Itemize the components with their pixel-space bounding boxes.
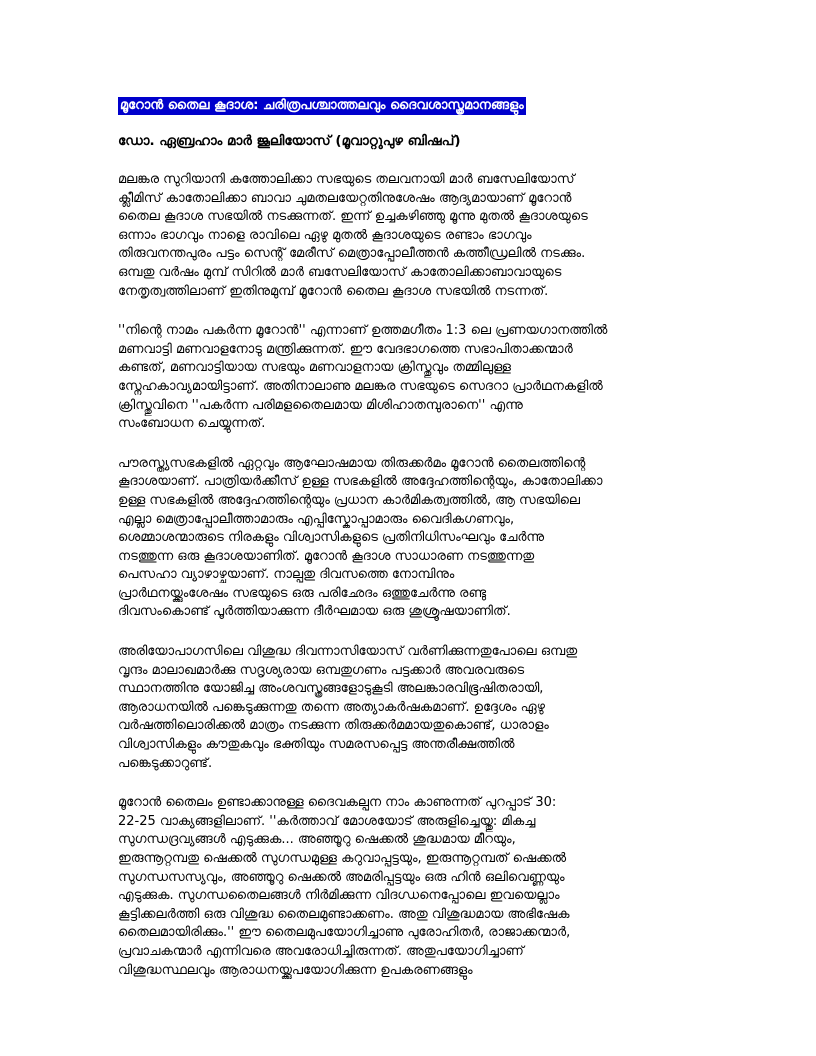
text-line: സുഗന്ധദ്രവ്യങ്ങൾ എടുക്കുക... അഞ്ഞൂറു ഷെക്കൽ ശുദ്ധമായ മീറയും, <box>118 832 516 848</box>
text-line: സംബോധന ചെയ്യുന്നത്. <box>118 416 266 432</box>
paragraph <box>118 322 703 434</box>
paragraph <box>118 455 703 622</box>
text-line: എടുക്കുക. സുഗന്ധതൈലങ്ങൾ നിർമിക്കുന്ന വിദഗ്ധനെപ്പോലെ ഇവയെല്ലാം <box>118 888 560 904</box>
text-line: ആരാധനയിൽ പങ്കെടുക്കുന്നതു തന്നെ അത്യാകർഷകമാണ്. ഉദ്ദേശം ഏഴു <box>118 699 545 715</box>
document-page <box>118 94 703 980</box>
text-line: നടത്തുന്ന ഒരു കൂദാശയാണിത്. മൂറോൻ കൂദാശ സാധാരണ നടത്തുന്നതു <box>118 548 535 564</box>
text-line: ക്ലീമിസ് കാതോലിക്കാ ബാവാ ചുമതലയേറ്റതിനുശേഷം ആദ്യമായാണ് മൂറോൻ <box>118 190 572 206</box>
text-line: എല്ലാ മെത്രാപ്പോലീത്താമാരും എപ്പിസ്കോപ്പാമാരും വൈദികഗണവും, <box>118 511 515 527</box>
text-line: മൂറോൻ തൈലം ഉണ്ടാക്കാനുള്ള ദൈവകല്പന നാം കാണുന്നത് പുറപ്പാട് 30: <box>118 795 557 811</box>
text-line: വിശുദ്ധസ്ഥലവും ആരാധനയ്ക്കുപയോഗിക്കുന്ന ഉപകരണങ്ങളും <box>118 962 473 978</box>
text-line: ഒമ്പതു വർഷം മുമ്പ് സിറിൽ മാർ ബസേലിയോസ് കാതോലിക്കാബാവായുടെ <box>118 264 562 280</box>
text-line: തൈലമായിരിക്കും.'' ഈ തൈലമുപയോഗിച്ചാണു പുരോഹിതർ, രാജാക്കന്മാർ, <box>118 925 571 941</box>
text-line: നേതൃത്വത്തിലാണ് ഇതിനുമുമ്പ് മൂറോൻ തൈല കൂദാശ സഭയിൽ നടന്നത്. <box>118 283 549 299</box>
paragraph <box>118 171 703 301</box>
text-line: കണ്ടത്, മണവാട്ടിയായ സഭയും മണവാളനായ ക്രിസ്തുവും തമ്മിലുള്ള <box>118 360 511 376</box>
article-body <box>118 171 703 980</box>
text-line: തിരുവനന്തപുരം പട്ടം സെന്റ് മേരീസ് മെത്രാപ്പോലീത്തൻ കത്തീഡ്രലിൽ നടക്കും. <box>118 246 586 262</box>
text-line: കൂദാശയാണ്. പാത്രിയർക്കീസ് ഉള്ള സഭകളിൽ അദ്ദേഹത്തിന്റെയും, കാതോലിക്കാ <box>118 474 603 490</box>
text-line: മണവാട്ടി മണവാളനോടു മന്ത്രിക്കുന്നത്. ഈ വേദഭാഗത്തെ സഭാപിതാക്കന്മാർ <box>118 341 573 357</box>
text-line: ''നിന്റെ നാമം പകർന്ന മൂറോൻ'' എന്നാണ് ഉത്തമഗീതം 1:3 ലെ പ്രണയഗാനത്തിൽ <box>118 323 608 339</box>
text-line: ക്രിസ്തുവിനെ ''പകർന്ന പരിമളതൈലമായ മിശിഹാതമ്പുരാനെ'' എന്നു <box>118 397 523 413</box>
text-line: തൈല കൂദാശ സഭയിൽ നടക്കുന്നത്. ഇന്ന് ഉച്ചകഴിഞ്ഞു മൂന്നു മുതൽ കൂദാശയുടെ <box>118 209 588 225</box>
paragraph <box>118 794 703 980</box>
text-line: സ്ഥാനത്തിനു യോജിച്ച അംശവസ്ത്രങ്ങളോടുകൂടി അലങ്കാരവിഭൂഷിതരായി, <box>118 681 544 697</box>
text-line: ഇരുന്നൂറ്റമ്പതു ഷെക്കൽ സുഗന്ധമുള്ള കറുവാപ്പട്ടയും, ഇരുന്നൂറ്റമ്പത് ഷെക്കൽ <box>118 851 567 866</box>
text-line: ദിവസംകൊണ്ട് പൂർത്തിയാക്കുന്ന ദീർഘമായ ഒരു ശുശ്രൂഷയാണിത്. <box>118 604 511 620</box>
text-line: പെസഹാ വ്യാഴാഴ്ചയാണ്. നാല്പതു ദിവസത്തെ നോമ്പിനും <box>118 567 455 583</box>
text-line: മലങ്കര സുറിയാനി കത്തോലിക്കാ സഭയുടെ തലവനായി മാർ ബസേലിയോസ് <box>118 172 575 187</box>
text-line: ഉള്ള സഭകളിൽ അദ്ദേഹത്തിന്റെയും പ്രധാന കാർമികത്വത്തിൽ, ആ സഭയിലെ <box>118 492 581 508</box>
text-line: വിശ്വാസികളും കൗതുകവും ഭക്തിയും സമരസപ്പെട്ട അന്തരീക്ഷത്തിൽ <box>118 737 515 753</box>
article-author: ഡോ. ഏബ്രഹാം മാർ ജൂലിയോസ് (മൂവാറ്റുപുഴ ബിഷപ്) <box>118 133 461 149</box>
text-line: പ്രവാചകന്മാർ എന്നിവരെ അവരോധിച്ചിരുന്നത്. അതുപയോഗിച്ചാണ് <box>118 943 524 959</box>
paragraph <box>118 643 703 773</box>
text-line: ശെമ്മാശന്മാരുടെ നിരകളും വിശ്വാസികളുടെ പ്രതിനിധിസംഘവും ചേർന്നു <box>118 530 545 546</box>
text-line: 22-25 വാക്യങ്ങളിലാണ്. ''കർത്താവ് മോശയോട് അരുളിച്ചെയ്തു: മികച്ച <box>118 813 536 829</box>
article-title: മൂറോൻ തൈല കൂദാശ: ചരിത്രപശ്ചാത്തലവും ദൈവശാസ്ത്രമാനങ്ങളും <box>120 98 524 113</box>
text-line: ഒന്നാം ഭാഗവും നാളെ രാവിലെ ഏഴു മുതൽ കൂദാശയുടെ രണ്ടാം ഭാഗവും <box>118 227 532 243</box>
text-line: വർഷത്തിലൊരിക്കൽ മാത്രം നടക്കുന്ന തിരുക്കർമമായതുകൊണ്ട്, ധാരാളം <box>118 718 549 734</box>
text-line: പങ്കെടുക്കാറുണ്ട്. <box>118 755 213 771</box>
text-line: കൂട്ടിക്കലർത്തി ഒരു വിശുദ്ധ തൈലമുണ്ടാക്കണം. അതു വിശുദ്ധമായ അഭിഷേക <box>118 906 570 922</box>
text-line: സ്നേഹകാവ്യമായിട്ടാണ്. അതിനാലാണു മലങ്കര സഭയുടെ സെദറാ പ്രാർഥനകളിൽ <box>118 378 603 394</box>
text-line: പൗരസ്ത്യസഭകളിൽ ഏറ്റവും ആഘോഷമായ തിരുക്കർമം മൂറോൻ തൈലത്തിന്റെ <box>118 455 586 471</box>
text-line: പ്രാർഥനയ്ക്കുംശേഷം സഭയുടെ ഒരു പരിഛേദം ഒത്തുചേർന്നു രണ്ടു <box>118 585 487 601</box>
text-line: സുഗന്ധസസ്യവും, അഞ്ഞൂറു ഷെക്കൽ അമരിപ്പട്ടയും ഒരു ഹിൻ ഒലിവെണ്ണയും <box>118 869 565 885</box>
text-line: വൃന്ദം മാലാഖമാർക്കു സദൃശ്യരായ ഒമ്പതുഗണം പട്ടക്കാർ അവരവരുടെ <box>118 662 525 678</box>
text-line: അരിയോപാഗസിലെ വിശുദ്ധ ദിവന്നാസിയോസ് വർണിക്കുന്നതുപോലെ ഒമ്പതു <box>118 644 578 660</box>
